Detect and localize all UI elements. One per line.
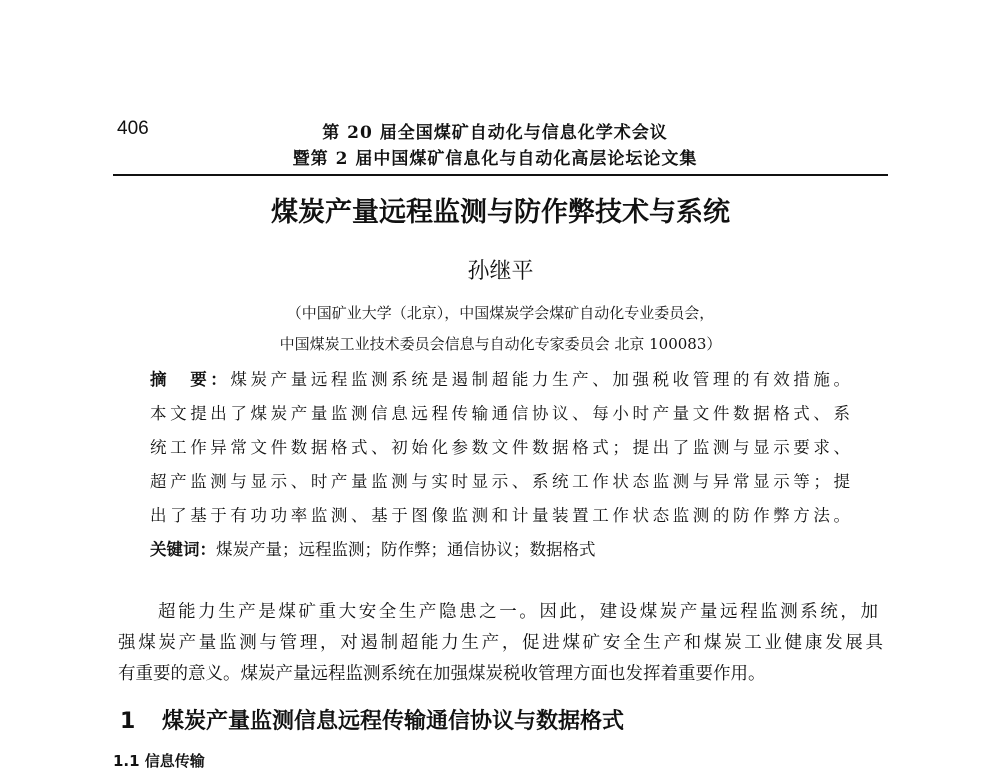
keywords-label: 关键词：: [150, 540, 216, 559]
abstract-line-5: 出了基于有功功率监测、基于图像监测和计量装置工作状态监测的防作弊方法。: [150, 506, 850, 525]
subsection-heading-partial: 1.1 信息传输: [113, 752, 205, 770]
intro-line-2: 强煤炭产量监测与管理，对遏制超能力生产，促进煤矿安全生产和煤炭工业健康发展具: [118, 633, 883, 653]
conference-title-line-2: 暨第 2 届中国煤矿信息化与自动化高层论坛论文集: [292, 149, 698, 169]
affiliation-line-1: （中国矿业大学（北京），中国煤炭学会煤矿自动化专业委员会，: [286, 304, 715, 322]
paper-title: 煤炭产量远程监测与防作弊技术与系统: [271, 197, 730, 228]
author-name: 孙继平: [467, 259, 534, 284]
keywords-text: 煤炭产量；远程监测；防作弊；通信协议；数据格式: [216, 540, 596, 559]
conference-title-line-1: 第 20 届全国煤矿自动化与信息化学术会议: [322, 123, 668, 143]
section-heading: [120, 704, 624, 735]
page-number: 406: [117, 118, 149, 139]
section-number: 1: [120, 709, 136, 734]
abstract-text-1: 煤炭产量远程监测系统是遏制超能力生产、加强税收管理的有效措施。: [230, 370, 851, 389]
affiliation-line-2: 中国煤炭工业技术委员会信息与自动化专家委员会 北京 100083）: [279, 335, 722, 353]
abstract-line-2: 本文提出了煤炭产量监测信息远程传输通信协议、每小时产量文件数据格式、系: [150, 404, 850, 423]
abstract-label: 摘 要：: [150, 370, 231, 389]
section-title: 煤炭产量监测信息远程传输通信协议与数据格式: [162, 709, 625, 734]
abstract-line-3: 统工作异常文件数据格式、初始化参数文件数据格式；提出了监测与显示要求、: [150, 438, 850, 457]
abstract-line-1: [150, 366, 850, 390]
header-rule: [113, 174, 888, 176]
keywords-line: [150, 536, 850, 560]
intro-line-1: 超能力生产是煤矿重大安全生产隐患之一。因此，建设煤炭产量远程监测系统，加: [158, 602, 878, 622]
abstract-line-4: 超产监测与显示、时产量监测与实时显示、系统工作状态监测与异常显示等；提: [150, 472, 850, 491]
intro-line-3: 有重要的意义。煤炭产量远程监测系统在加强煤炭税收管理方面也发挥着重要作用。: [118, 664, 766, 684]
